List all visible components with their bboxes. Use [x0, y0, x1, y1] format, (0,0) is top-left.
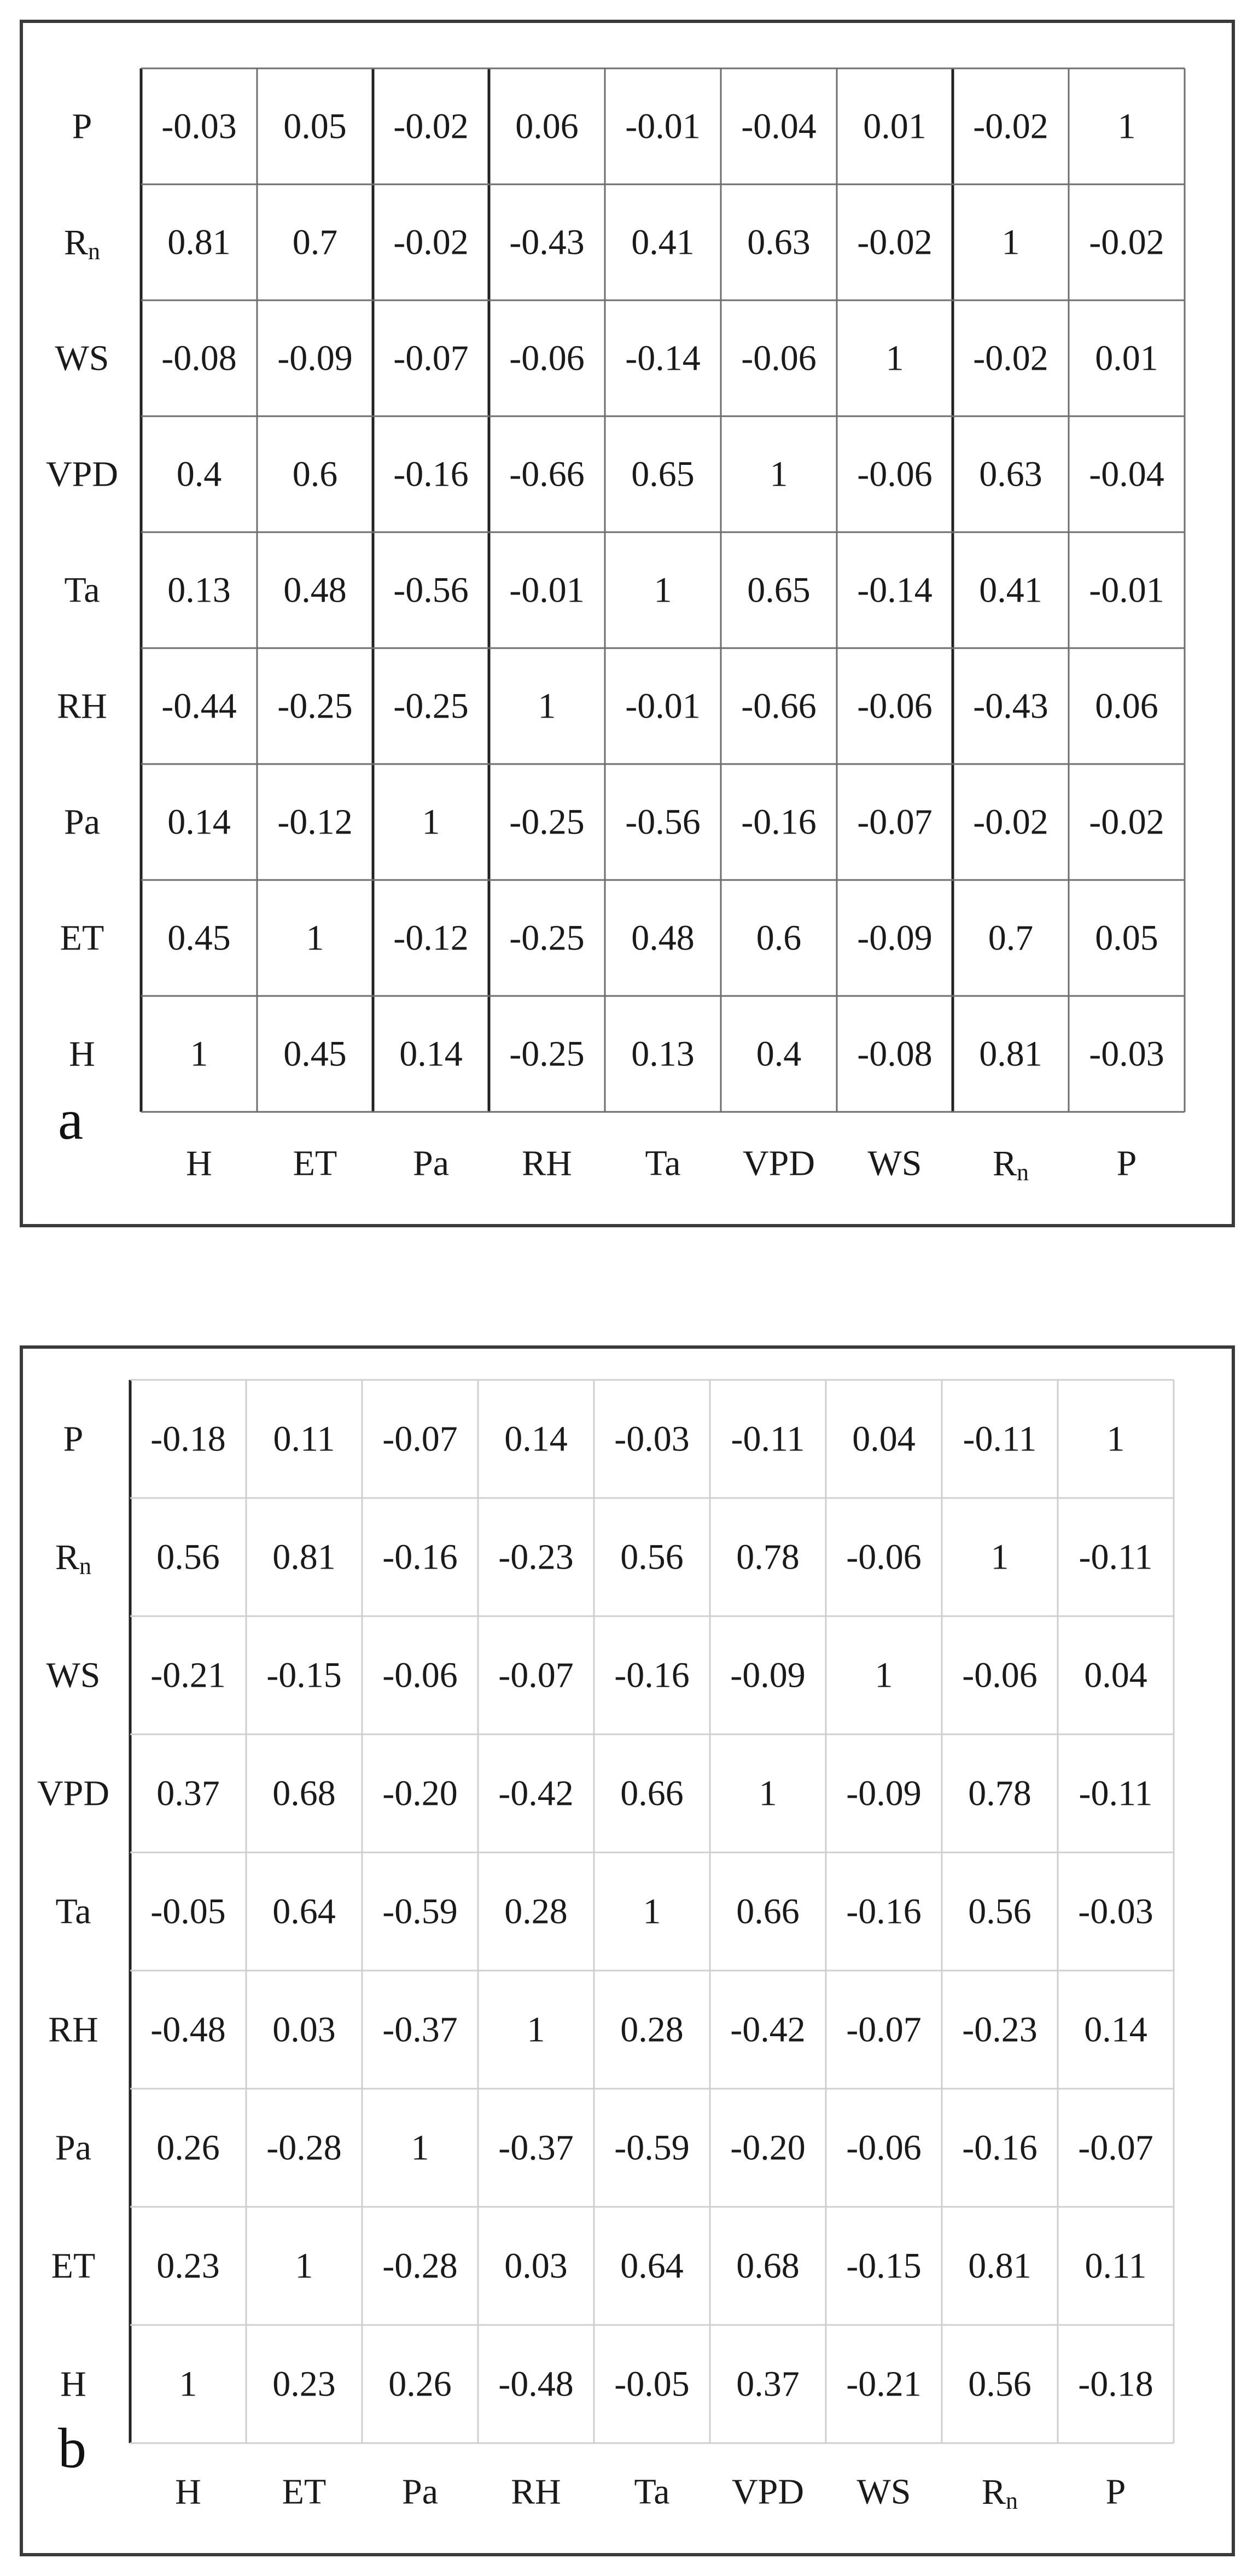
- correlation-cell: 0.28: [504, 1891, 568, 1932]
- correlation-cell: 0.68: [272, 1773, 336, 1814]
- correlation-cell: -0.08: [161, 338, 237, 378]
- panel-label: a: [58, 1088, 84, 1151]
- correlation-cell: -0.12: [393, 918, 469, 958]
- correlation-cell: -0.02: [857, 222, 933, 263]
- correlation-cell: -0.06: [846, 1537, 922, 1577]
- correlation-cell: 0.6: [756, 918, 802, 958]
- correlation-cell: 0.06: [1095, 686, 1158, 726]
- correlation-cell: 0.41: [631, 222, 695, 263]
- correlation-cell: 1: [885, 338, 904, 378]
- correlation-cell: -0.06: [741, 338, 817, 378]
- row-label: VPD: [45, 454, 119, 494]
- correlation-cell: 0.81: [979, 1034, 1042, 1074]
- correlation-cell: 0.03: [504, 2246, 568, 2286]
- correlation-cell: -0.42: [730, 2009, 806, 2050]
- column-label: $R_n$: [992, 1143, 1029, 1186]
- correlation-cell: 0.11: [273, 1419, 335, 1459]
- correlation-cell: -0.16: [393, 454, 469, 494]
- column-label: VPD: [731, 2472, 805, 2512]
- correlation-cell: -0.21: [150, 1655, 226, 1695]
- column-label: WS: [856, 2472, 911, 2512]
- correlation-cell: 1: [654, 570, 672, 610]
- correlation-cell: 0.13: [631, 1034, 695, 1074]
- correlation-cell: -0.07: [382, 1419, 458, 1459]
- row-label: P: [63, 1419, 84, 1459]
- correlation-cell: 0.66: [620, 1773, 684, 1814]
- correlation-cell: -0.16: [382, 1537, 458, 1577]
- correlation-cell: -0.37: [498, 2128, 574, 2168]
- correlation-cell: 0.37: [156, 1773, 220, 1814]
- correlation-cell: -0.48: [498, 2364, 574, 2404]
- row-label: H: [69, 1034, 95, 1074]
- correlation-cell: -0.01: [625, 106, 701, 147]
- correlation-cell: -0.07: [857, 802, 933, 842]
- correlation-cell: -0.08: [857, 1034, 933, 1074]
- correlation-cell: 0.05: [283, 106, 347, 147]
- correlation-cell: 1: [295, 2246, 313, 2286]
- row-label: Ta: [64, 570, 100, 610]
- row-label: RH: [48, 2009, 98, 2050]
- correlation-cell: 0.81: [167, 222, 231, 263]
- correlation-cell: -0.09: [846, 1773, 922, 1814]
- correlation-cell: -0.01: [625, 686, 701, 726]
- row-label: ET: [51, 2246, 96, 2286]
- correlation-cell: -0.06: [857, 454, 933, 494]
- correlation-cell: 0.66: [736, 1891, 800, 1932]
- column-label: WS: [867, 1143, 922, 1184]
- correlation-cell: 0.64: [272, 1891, 336, 1932]
- correlation-cell: 0.45: [167, 918, 231, 958]
- correlation-cell: -0.01: [1089, 570, 1164, 610]
- correlation-cell: 0.56: [156, 1537, 220, 1577]
- correlation-cell: -0.01: [509, 570, 585, 610]
- correlation-cell: -0.11: [1079, 1537, 1153, 1577]
- correlation-cell: 0.01: [1095, 338, 1158, 378]
- correlation-cell: 1: [759, 1773, 777, 1814]
- row-label: Pa: [55, 2128, 91, 2168]
- correlation-cell: 0.45: [283, 1034, 347, 1074]
- correlation-cell: -0.25: [509, 802, 585, 842]
- correlation-cell: 0.04: [1084, 1655, 1147, 1695]
- correlation-cell: 0.14: [504, 1419, 568, 1459]
- correlation-cell: 0.05: [1095, 918, 1158, 958]
- correlation-cell: 0.7: [292, 222, 338, 263]
- correlation-cell: 0.37: [736, 2364, 800, 2404]
- correlation-cell: 0.64: [620, 2246, 684, 2286]
- correlation-cell: -0.25: [509, 918, 585, 958]
- correlation-cell: -0.06: [846, 2128, 922, 2168]
- correlation-cell: 1: [422, 802, 440, 842]
- row-label: Ta: [55, 1891, 91, 1932]
- row-label: Pa: [64, 802, 100, 842]
- correlation-cell: -0.12: [277, 802, 353, 842]
- column-label: H: [186, 1143, 212, 1184]
- correlation-cell: 0.28: [620, 2009, 684, 2050]
- correlation-cell: 1: [306, 918, 324, 958]
- correlation-cell: -0.18: [150, 1419, 226, 1459]
- correlation-cell: 1: [990, 1537, 1009, 1577]
- correlation-cell: -0.02: [393, 106, 469, 147]
- correlation-cell: -0.11: [963, 1419, 1037, 1459]
- correlation-cell: -0.06: [857, 686, 933, 726]
- correlation-cell: 0.4: [176, 454, 222, 494]
- correlation-cell: -0.18: [1078, 2364, 1153, 2404]
- column-label: Pa: [402, 2472, 438, 2512]
- correlation-cell: -0.09: [730, 1655, 806, 1695]
- correlation-cell: -0.06: [509, 338, 585, 378]
- correlation-cell: 0.14: [1084, 2009, 1147, 2050]
- correlation-cell: -0.02: [1089, 222, 1164, 263]
- column-label: P: [1105, 2472, 1126, 2512]
- correlation-cell: 0.11: [1085, 2246, 1147, 2286]
- correlation-cell: -0.05: [150, 1891, 226, 1932]
- correlation-cell: 0.81: [968, 2246, 1031, 2286]
- correlation-cell: -0.09: [857, 918, 933, 958]
- correlation-cell: -0.07: [498, 1655, 574, 1695]
- row-label: VPD: [37, 1773, 110, 1814]
- row-label: $R_n$: [63, 222, 101, 265]
- correlation-cell: -0.28: [382, 2246, 458, 2286]
- correlation-cell: -0.15: [266, 1655, 342, 1695]
- correlation-cell: -0.14: [625, 338, 701, 378]
- correlation-cell: -0.16: [614, 1655, 690, 1695]
- correlation-cell: -0.07: [1078, 2128, 1153, 2168]
- correlation-cell: -0.02: [973, 106, 1048, 147]
- correlation-cell: 0.65: [631, 454, 695, 494]
- correlation-cell: -0.02: [973, 338, 1048, 378]
- correlation-cell: -0.14: [857, 570, 933, 610]
- correlation-cell: -0.02: [1089, 802, 1164, 842]
- correlation-cell: -0.16: [741, 802, 817, 842]
- correlation-cell: -0.16: [846, 1891, 922, 1932]
- correlation-cell: 0.68: [736, 2246, 800, 2286]
- correlation-cell: -0.02: [393, 222, 469, 263]
- correlation-cell: -0.56: [393, 570, 469, 610]
- column-label: Ta: [645, 1143, 681, 1184]
- correlation-cell: -0.07: [393, 338, 469, 378]
- correlation-cell: 0.56: [620, 1537, 684, 1577]
- column-label: RH: [511, 2472, 561, 2512]
- correlation-cell: -0.03: [1078, 1891, 1153, 1932]
- correlation-cell: 0.06: [515, 106, 579, 147]
- correlation-cell: 0.26: [388, 2364, 452, 2404]
- correlation-cell: 0.23: [156, 2246, 220, 2286]
- correlation-cell: -0.02: [973, 802, 1048, 842]
- correlation-cell: -0.43: [509, 222, 585, 263]
- correlation-cell: 0.13: [167, 570, 231, 610]
- correlation-cell: 1: [179, 2364, 197, 2404]
- column-label: Ta: [634, 2472, 670, 2512]
- correlation-cell: -0.20: [382, 1773, 458, 1814]
- correlation-cell: -0.37: [382, 2009, 458, 2050]
- correlation-cell: 0.23: [272, 2364, 336, 2404]
- correlation-cell: -0.43: [973, 686, 1048, 726]
- correlation-cell: -0.04: [1089, 454, 1164, 494]
- correlation-cell: 0.14: [399, 1034, 463, 1074]
- correlation-cell: -0.11: [1079, 1773, 1153, 1814]
- row-label: ET: [60, 918, 104, 958]
- correlation-cell: -0.07: [846, 2009, 922, 2050]
- correlation-cell: -0.04: [741, 106, 817, 147]
- correlation-cell: -0.23: [498, 1537, 574, 1577]
- correlation-cell: -0.20: [730, 2128, 806, 2168]
- correlation-cell: -0.06: [962, 1655, 1038, 1695]
- correlation-cell: 1: [190, 1034, 208, 1074]
- correlation-cell: 0.03: [272, 2009, 336, 2050]
- correlation-cell: 0.6: [292, 454, 338, 494]
- correlation-cell: -0.59: [382, 1891, 458, 1932]
- correlation-cell: 0.81: [272, 1537, 336, 1577]
- correlation-cell: -0.23: [962, 2009, 1038, 2050]
- correlation-cell: 1: [1117, 106, 1136, 147]
- correlation-cell: -0.48: [150, 2009, 226, 2050]
- correlation-cell: 1: [643, 1891, 661, 1932]
- correlation-cell: -0.21: [846, 2364, 922, 2404]
- column-label: P: [1116, 1143, 1137, 1184]
- correlation-cell: -0.09: [277, 338, 353, 378]
- correlation-cell: -0.03: [1089, 1034, 1164, 1074]
- column-label: H: [175, 2472, 201, 2512]
- correlation-cell: -0.06: [382, 1655, 458, 1695]
- correlation-cell: 0.01: [863, 106, 926, 147]
- correlation-cell: -0.44: [161, 686, 237, 726]
- column-label: VPD: [742, 1143, 815, 1184]
- column-label: ET: [282, 2472, 327, 2512]
- correlation-cell: -0.25: [277, 686, 353, 726]
- correlation-cell: -0.66: [741, 686, 817, 726]
- correlation-cell: 1: [527, 2009, 545, 2050]
- correlation-cell: -0.05: [614, 2364, 690, 2404]
- column-label: ET: [293, 1143, 337, 1184]
- correlation-cell: 0.78: [968, 1773, 1031, 1814]
- correlation-cell: 0.78: [736, 1537, 800, 1577]
- correlation-cell: 0.48: [283, 570, 347, 610]
- correlation-cell: 1: [770, 454, 788, 494]
- row-label: H: [60, 2364, 86, 2404]
- correlation-cell: 0.41: [979, 570, 1042, 610]
- correlation-cell: -0.25: [393, 686, 469, 726]
- correlation-cell: 1: [538, 686, 556, 726]
- correlation-cell: 0.65: [747, 570, 811, 610]
- correlation-cell: 1: [411, 2128, 429, 2168]
- correlation-cell: -0.03: [161, 106, 237, 147]
- correlation-cell: -0.28: [266, 2128, 342, 2168]
- correlation-cell: 1: [875, 1655, 893, 1695]
- correlation-cell: 0.56: [968, 1891, 1031, 1932]
- panel-label: b: [58, 2417, 86, 2480]
- correlation-cell: 0.48: [631, 918, 695, 958]
- row-label: WS: [55, 338, 109, 378]
- correlation-cell: -0.25: [509, 1034, 585, 1074]
- row-label: RH: [57, 686, 107, 726]
- correlation-cell: 1: [1106, 1419, 1125, 1459]
- correlation-matrix-panel-b: [20, 1345, 1235, 2556]
- correlation-cell: -0.42: [498, 1773, 574, 1814]
- correlation-cell: -0.11: [731, 1419, 805, 1459]
- correlation-cell: -0.56: [625, 802, 701, 842]
- correlation-cell: -0.15: [846, 2246, 922, 2286]
- column-label: $R_n$: [981, 2472, 1018, 2514]
- column-label: RH: [522, 1143, 572, 1184]
- correlation-cell: 0.63: [747, 222, 811, 263]
- row-label: $R_n$: [55, 1537, 92, 1580]
- correlation-matrix-panel-a: [20, 20, 1235, 1227]
- correlation-cell: 0.56: [968, 2364, 1031, 2404]
- correlation-cell: 0.4: [756, 1034, 802, 1074]
- correlation-cell: 0.04: [852, 1419, 916, 1459]
- correlation-cell: -0.66: [509, 454, 585, 494]
- correlation-cell: 0.26: [156, 2128, 220, 2168]
- column-label: Pa: [413, 1143, 449, 1184]
- row-label: P: [72, 106, 92, 147]
- correlation-cell: -0.59: [614, 2128, 690, 2168]
- correlation-matrix-a-svg: [23, 23, 1232, 1224]
- correlation-cell: -0.16: [962, 2128, 1038, 2168]
- correlation-cell: 1: [1001, 222, 1020, 263]
- correlation-cell: -0.03: [614, 1419, 690, 1459]
- correlation-cell: 0.63: [979, 454, 1042, 494]
- row-label: WS: [46, 1655, 101, 1695]
- correlation-cell: 0.14: [167, 802, 231, 842]
- correlation-cell: 0.7: [988, 918, 1034, 958]
- correlation-matrix-b-svg: [23, 1349, 1232, 2553]
